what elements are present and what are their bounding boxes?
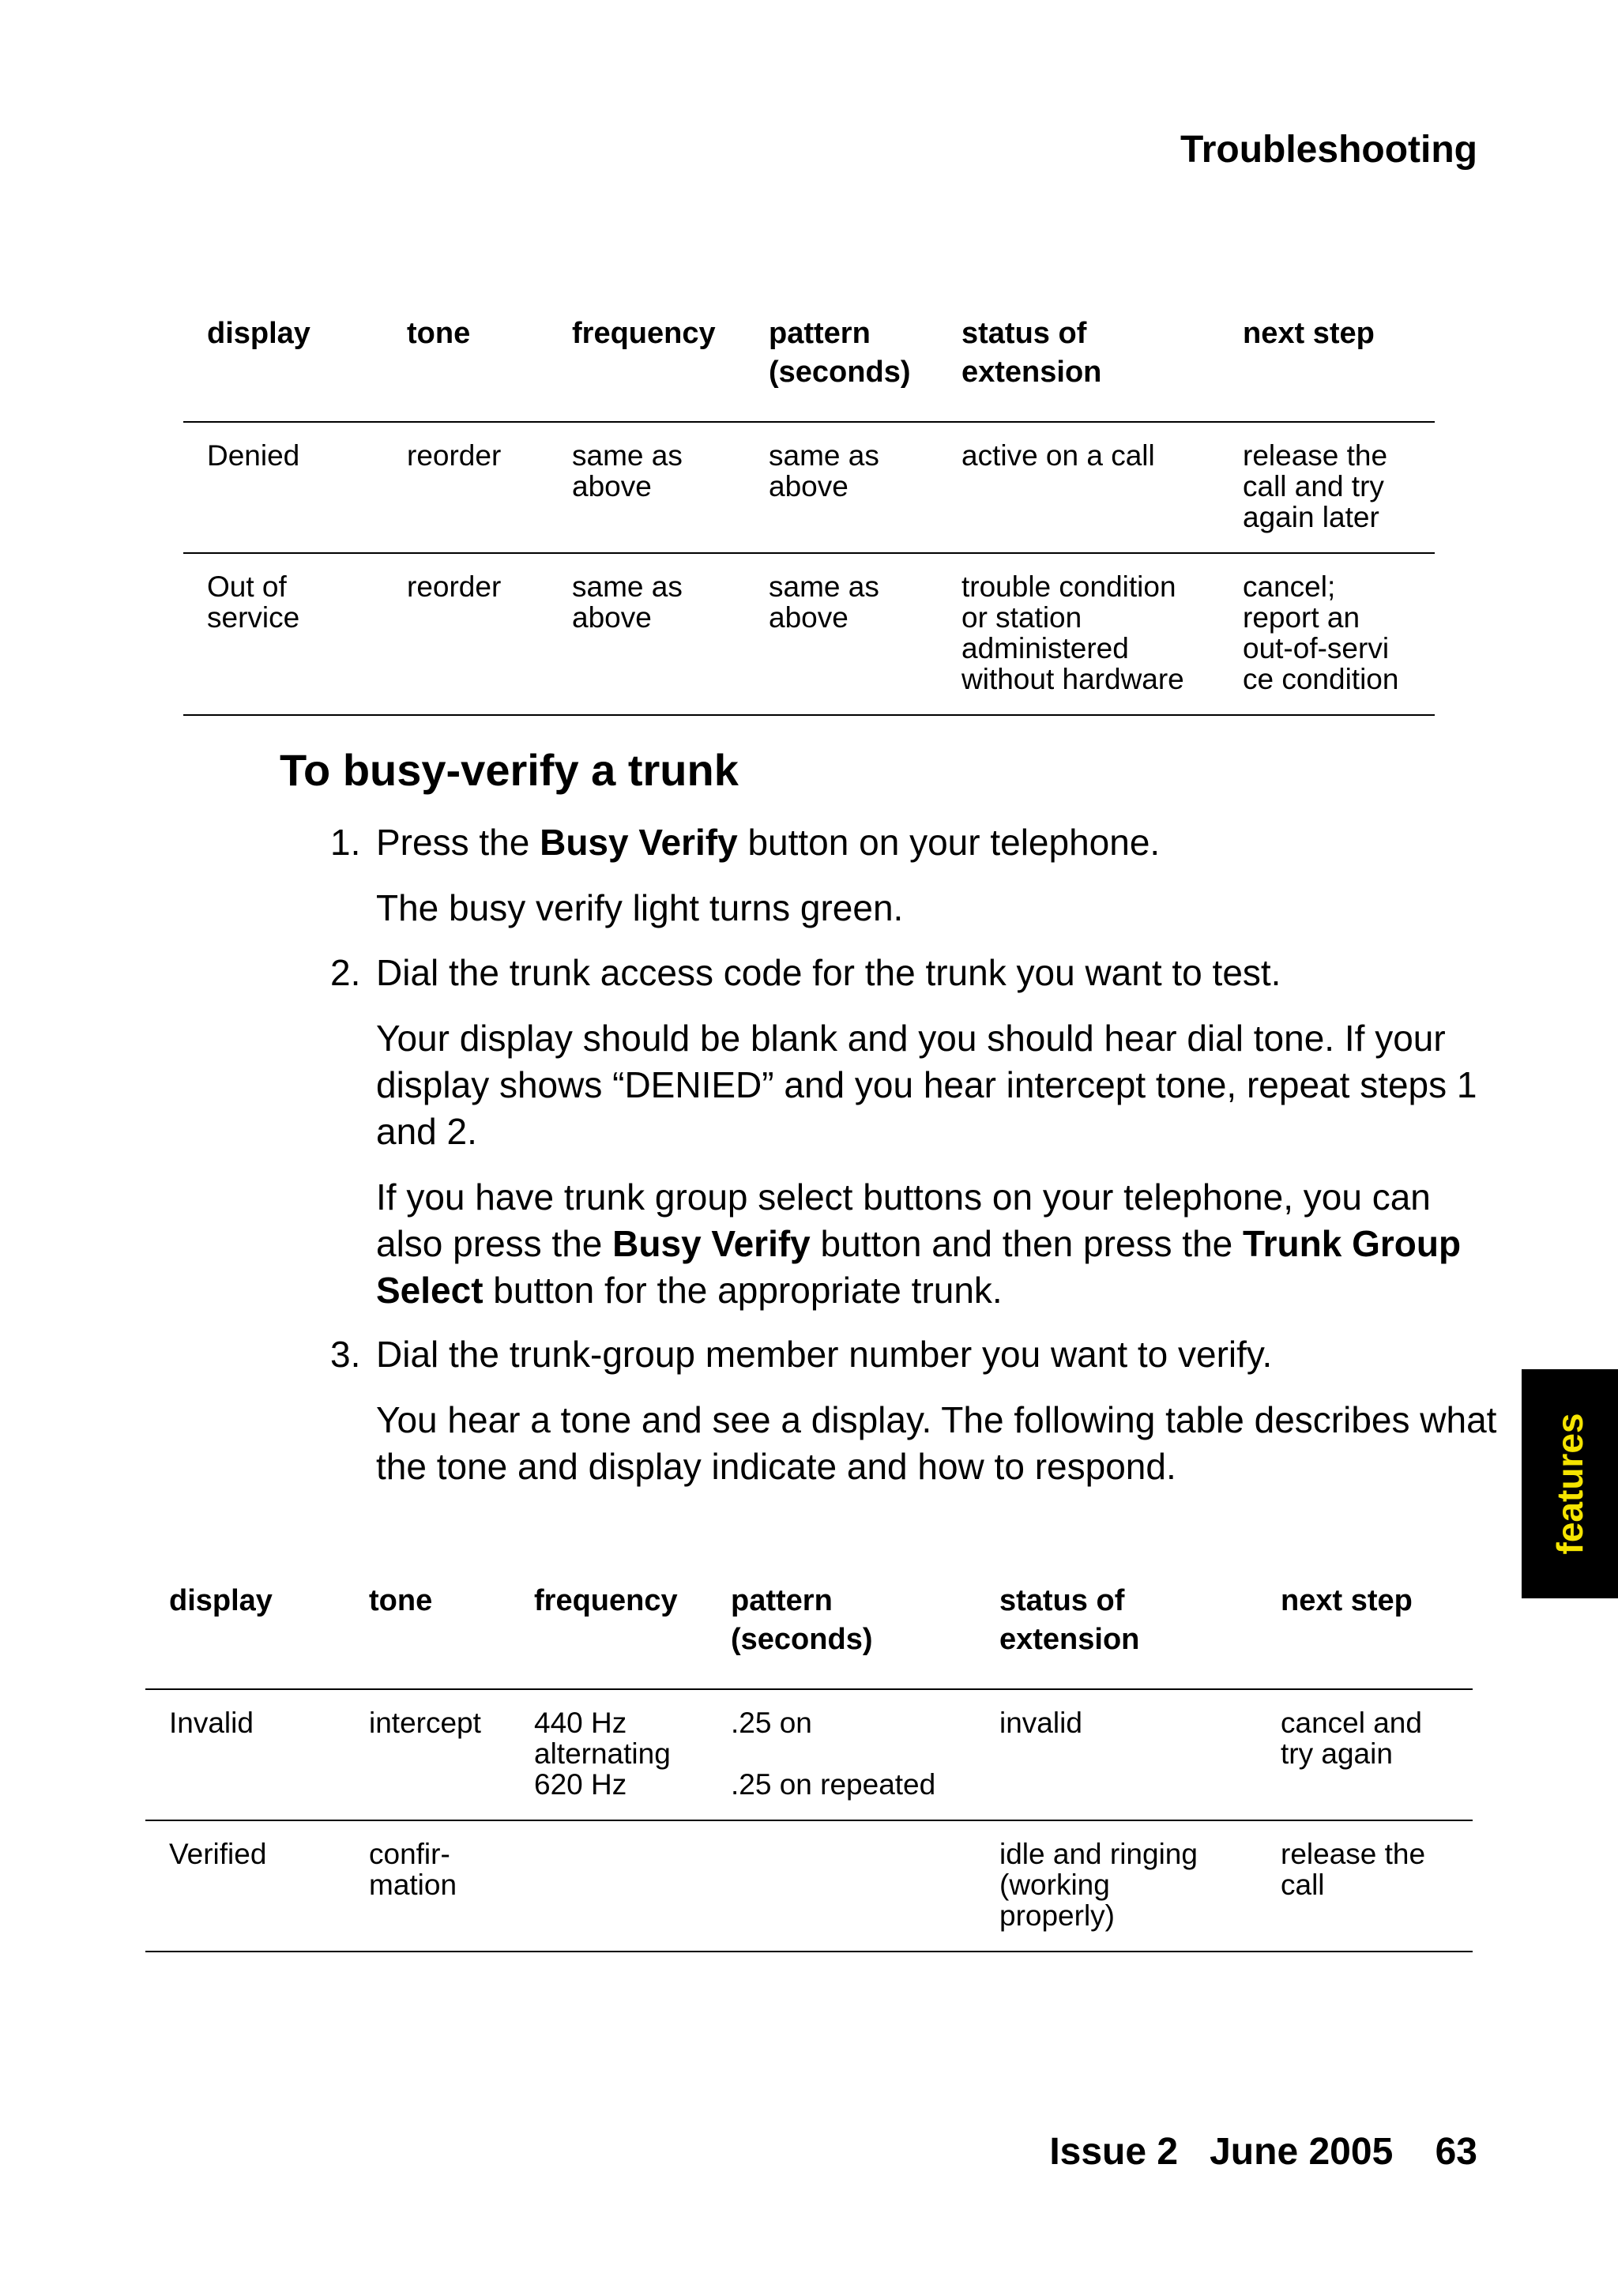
step-text: button and then press the xyxy=(810,1223,1244,1264)
cell-frequency: same as above xyxy=(572,439,683,502)
step-number: 1. xyxy=(330,822,361,863)
table-header-row xyxy=(145,1566,1473,1690)
cell-next-step: release the call and try again later xyxy=(1243,439,1388,533)
step-1-text xyxy=(376,819,1498,866)
step-text: button for the appropriate trunk. xyxy=(483,1270,1003,1311)
cell-pattern: same as above xyxy=(769,570,879,634)
column-header-frequency: frequency xyxy=(534,1584,678,1617)
busy-verify-button-name: Busy Verify xyxy=(612,1223,811,1264)
column-header-pattern: pattern (seconds) xyxy=(731,1584,873,1656)
cell-tone: intercept xyxy=(369,1707,481,1739)
table-row xyxy=(145,1821,1473,1952)
side-tab-label: features xyxy=(1549,1413,1590,1555)
status-table-top xyxy=(183,299,1435,716)
column-header-frequency: frequency xyxy=(572,317,716,350)
column-header-tone: tone xyxy=(407,317,471,350)
table-row xyxy=(145,1690,1473,1821)
cell-tone: reorder xyxy=(407,570,502,603)
pattern-line: .25 on repeated xyxy=(731,1768,936,1801)
pattern-line: .25 on xyxy=(731,1707,812,1739)
column-header-display: display xyxy=(169,1584,273,1617)
cell-status: trouble condition or station administered without hardware xyxy=(961,570,1184,695)
column-header-display: display xyxy=(207,317,310,350)
column-header-next-step: next step xyxy=(1281,1584,1413,1617)
step-text: Press the xyxy=(376,822,540,863)
trunk-group-select-button-name: Trunk Group Select xyxy=(376,1223,1462,1311)
running-header: Troubleshooting xyxy=(1180,129,1477,171)
cell-pattern xyxy=(731,1707,935,1800)
cell-frequency: same as above xyxy=(572,570,683,634)
step-number: 2. xyxy=(330,952,361,993)
step-2-note-1: Your display should be blank and you should hear dial tone. If your display shows “DENIED” and you hear intercept tone, repeat steps 1 and 2. xyxy=(376,1018,1477,1152)
cell-display: Verified xyxy=(169,1838,267,1870)
step-3-text: Dial the trunk-group member number you want to verify. xyxy=(376,1334,1273,1375)
table-header-row xyxy=(183,299,1435,423)
section-title: To busy-verify a trunk xyxy=(280,745,739,795)
cell-status: active on a call xyxy=(961,439,1155,472)
table-row xyxy=(183,423,1435,554)
features-side-tab[interactable] xyxy=(1522,1369,1618,1598)
column-header-status: status of extension xyxy=(961,317,1102,389)
cell-display: Denied xyxy=(207,439,300,472)
cell-pattern: same as above xyxy=(769,439,879,502)
column-header-tone: tone xyxy=(369,1584,433,1617)
cell-next-step: cancel; report an out-of-servi ce condition xyxy=(1243,570,1399,695)
cell-display: Out of service xyxy=(207,570,300,634)
step-2-text: Dial the trunk access code for the trunk you want to test. xyxy=(376,952,1281,993)
cell-frequency: 440 Hz alternating 620 Hz xyxy=(534,1707,671,1801)
status-table-bottom xyxy=(145,1566,1473,1952)
step-1-note: The busy verify light turns green. xyxy=(376,887,904,928)
step-text: If you have trunk group select buttons on your telephone, you can also press the xyxy=(376,1176,1431,1264)
table-row xyxy=(183,554,1435,716)
cell-display: Invalid xyxy=(169,1707,254,1739)
cell-next-step: cancel and try again xyxy=(1281,1707,1422,1770)
step-3-note: You hear a tone and see a display. The following table describes what the tone and display indicate and how to respond. xyxy=(376,1399,1497,1487)
busy-verify-button-name: Busy Verify xyxy=(540,822,738,863)
page-footer: Issue 2 June 2005 63 xyxy=(1049,2131,1477,2173)
step-number: 3. xyxy=(330,1334,361,1375)
column-header-status: status of extension xyxy=(999,1584,1140,1656)
column-header-next-step: next step xyxy=(1243,317,1375,350)
cell-tone: reorder xyxy=(407,439,502,472)
cell-status: idle and ringing (working properly) xyxy=(999,1838,1198,1932)
cell-status: invalid xyxy=(999,1707,1082,1739)
column-header-pattern: pattern (seconds) xyxy=(769,317,911,389)
step-text: button on your telephone. xyxy=(737,822,1161,863)
cell-tone: confir- mation xyxy=(369,1838,457,1901)
step-2-note-2 xyxy=(376,1174,1498,1314)
cell-next-step: release the call xyxy=(1281,1838,1426,1901)
